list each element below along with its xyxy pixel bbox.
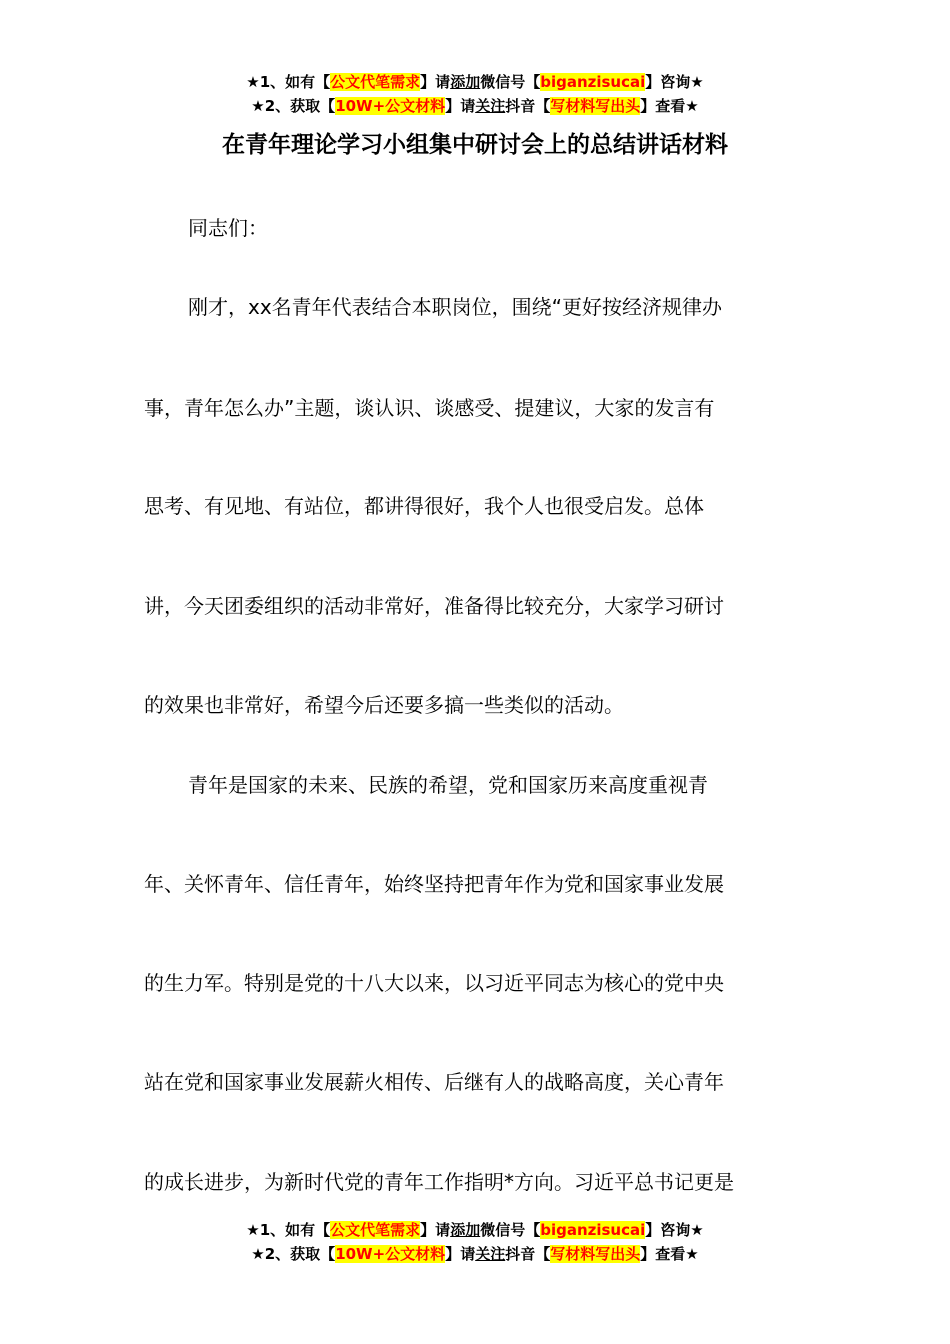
banner-highlight: 公文代笔需求 (330, 1221, 421, 1239)
banner-underline: 关注 (475, 1245, 506, 1263)
banner-highlight: biganzisucai (540, 1221, 646, 1239)
banner-line-2 (0, 94, 950, 118)
banner-text: 微信号【 (480, 73, 541, 91)
banner-text: 微信号【 (480, 1221, 541, 1239)
header-banner (0, 70, 950, 118)
banner-underline: 添加 (450, 73, 481, 91)
body-line: 青年是国家的未来、民族的希望，党和国家历来高度重视青 (188, 773, 708, 797)
banner-line-1 (0, 1218, 950, 1242)
body-line: 思考、有见地、有站位，都讲得很好，我个人也很受启发。总体 (144, 494, 704, 518)
body-line: 事，青年怎么办”主题，谈认识、谈感受、提建议，大家的发言有 (144, 396, 715, 420)
body-line: 的成长进步，为新时代党的青年工作指明*方向。习近平总书记更是 (144, 1170, 734, 1194)
banner-underline: 添加 (450, 1221, 481, 1239)
banner-text: 】请 (420, 73, 451, 91)
banner-text: 】请 (445, 1245, 476, 1263)
body-line: 年、关怀青年、信任青年，始终坚持把青年作为党和国家事业发展 (144, 872, 724, 896)
banner-text: 】查看★ (640, 97, 699, 115)
banner-underline: 关注 (475, 97, 506, 115)
body-line: 刚才，xx名青年代表结合本职岗位，围绕“更好按经济规律办 (188, 295, 723, 319)
banner-highlight: 10W+公文材料 (335, 97, 446, 115)
banner-text: 】请 (420, 1221, 451, 1239)
banner-text: ★2、获取【 (251, 97, 336, 115)
banner-text: 】咨询★ (645, 73, 704, 91)
body-line: 的生力军。特别是党的十八大以来，以习近平同志为核心的党中央 (144, 971, 724, 995)
banner-text: 】查看★ (640, 1245, 699, 1263)
body-line: 同志们： (188, 216, 268, 240)
banner-highlight: 公文代笔需求 (330, 73, 421, 91)
banner-text: 抖音【 (505, 97, 551, 115)
banner-highlight: biganzisucai (540, 73, 646, 91)
banner-line-1 (0, 70, 950, 94)
body-line: 的效果也非常好，希望今后还要多搞一些类似的活动。 (144, 693, 624, 717)
banner-highlight: 10W+公文材料 (335, 1245, 446, 1263)
banner-highlight: 写材料写出头 (550, 1245, 641, 1263)
banner-line-2 (0, 1242, 950, 1266)
banner-highlight: 写材料写出头 (550, 97, 641, 115)
document-title: 在青年理论学习小组集中研讨会上的总结讲话材料 (222, 132, 728, 158)
banner-text: 】咨询★ (645, 1221, 704, 1239)
banner-text: ★1、如有【 (246, 1221, 331, 1239)
banner-text: ★1、如有【 (246, 73, 331, 91)
body-line: 讲，今天团委组织的活动非常好，准备得比较充分，大家学习研讨 (144, 594, 724, 618)
body-line: 站在党和国家事业发展薪火相传、后继有人的战略高度，关心青年 (144, 1070, 724, 1094)
banner-text: 】请 (445, 97, 476, 115)
footer-banner (0, 1218, 950, 1266)
banner-text: ★2、获取【 (251, 1245, 336, 1263)
banner-text: 抖音【 (505, 1245, 551, 1263)
